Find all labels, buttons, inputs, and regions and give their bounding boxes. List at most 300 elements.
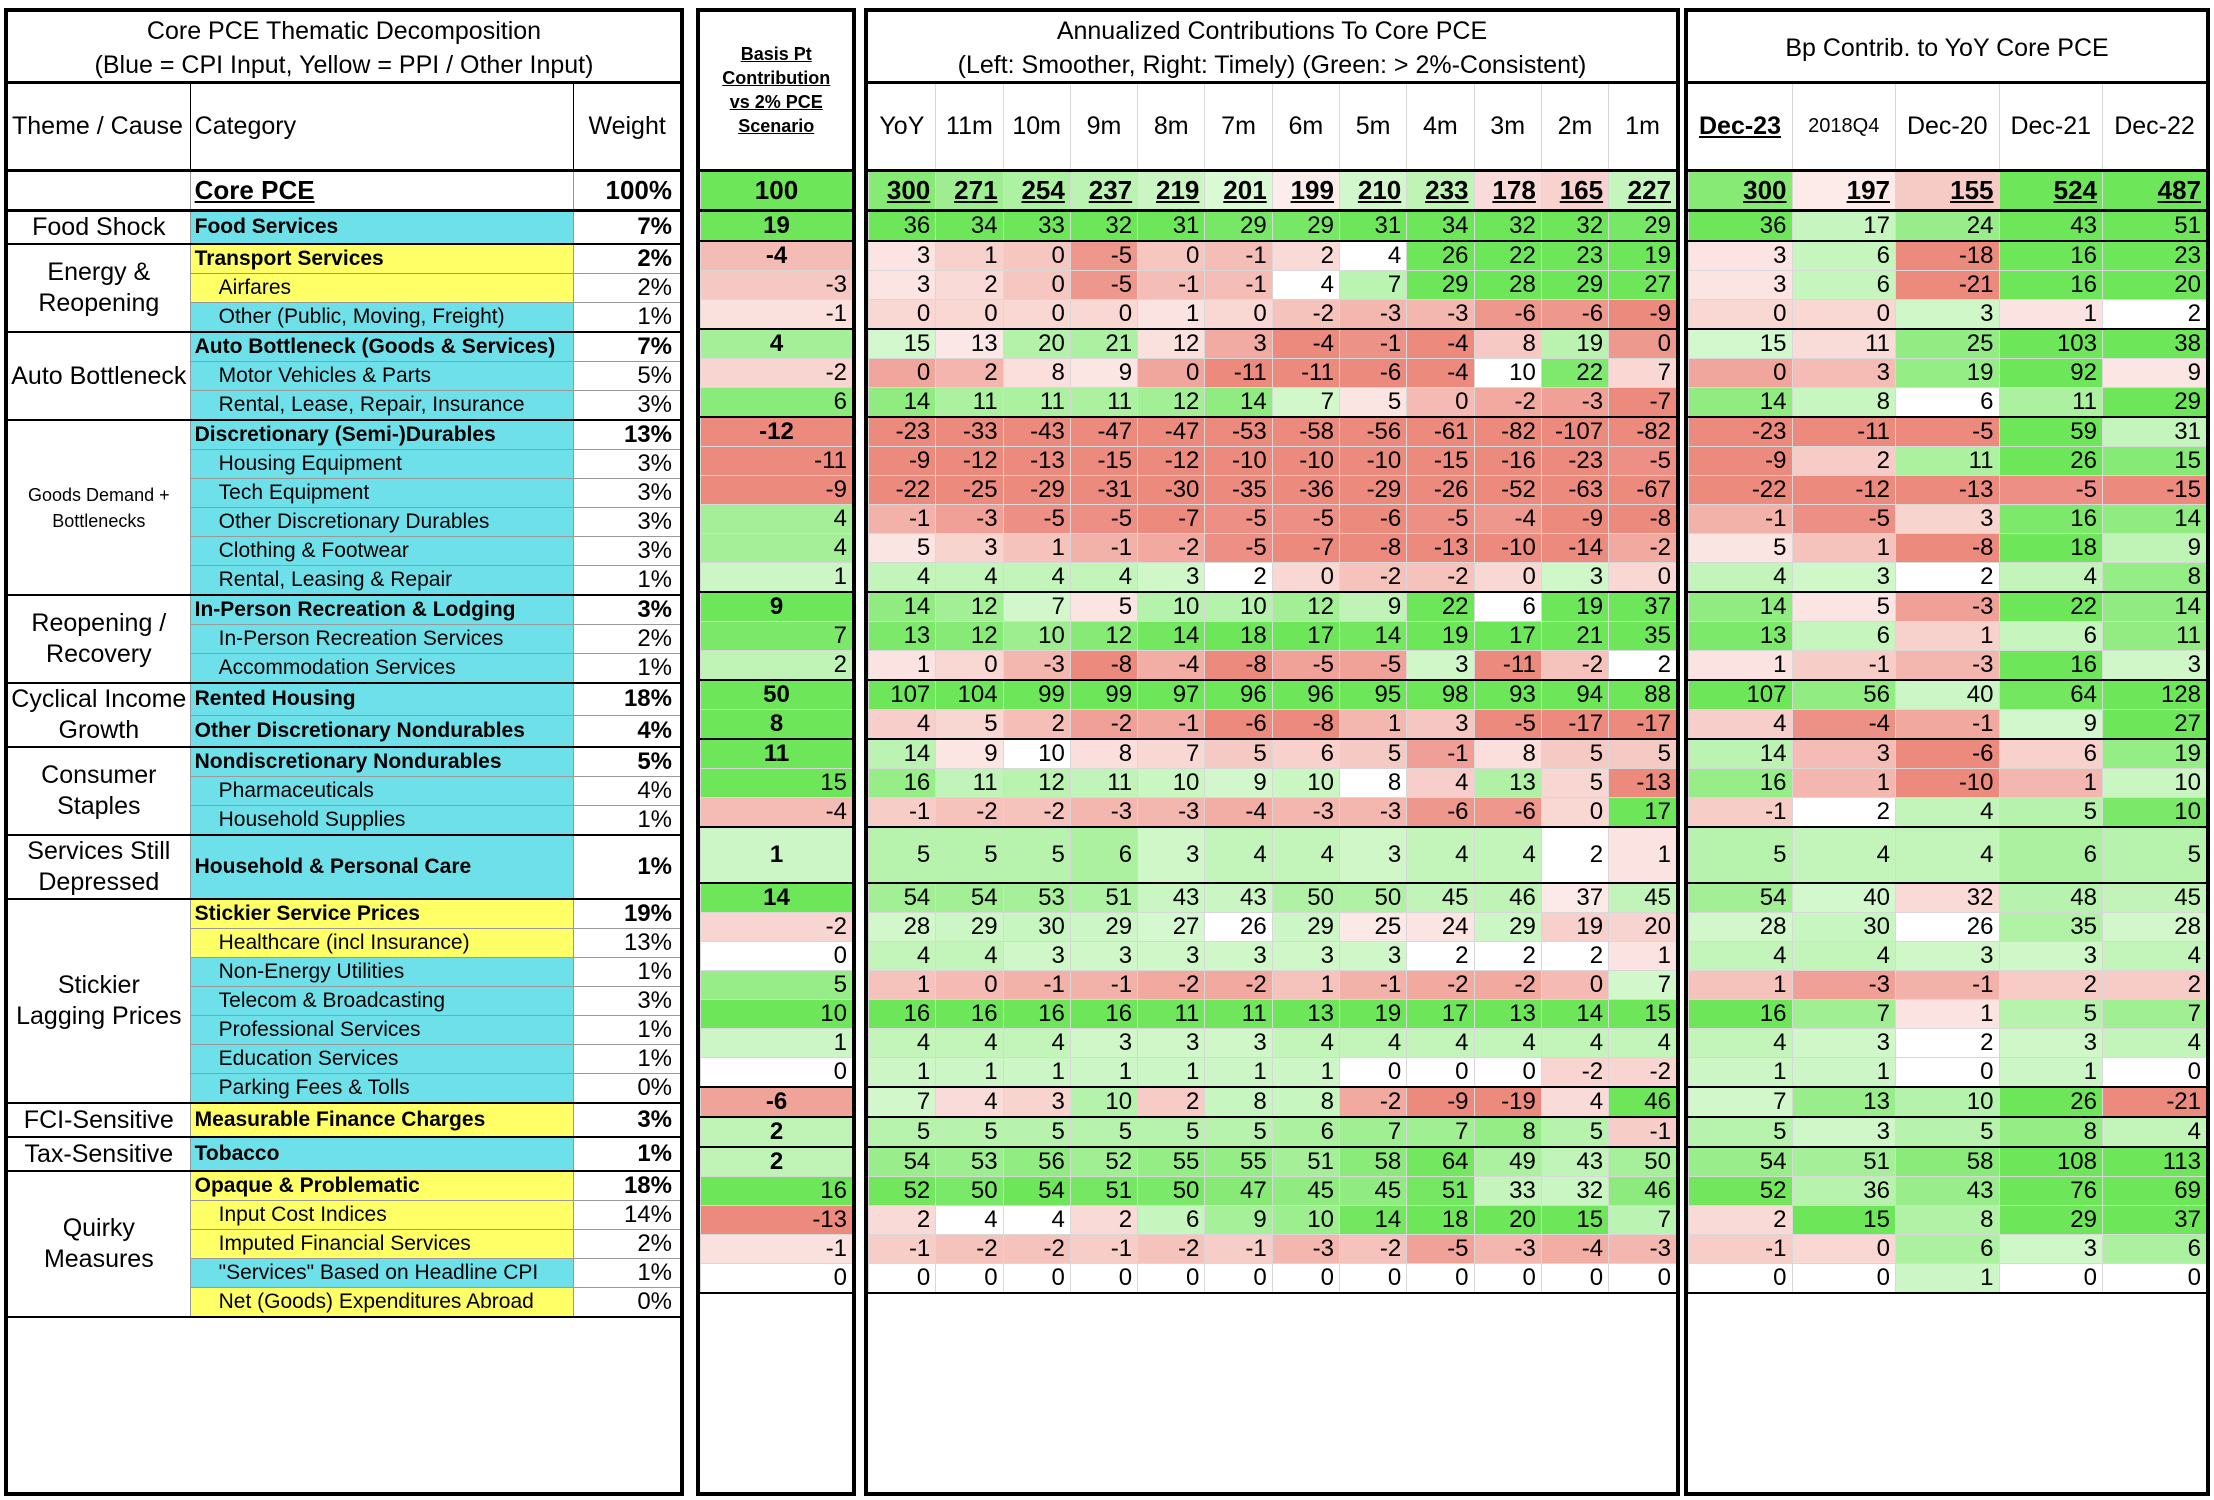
ann-cell: 3: [1003, 1087, 1070, 1117]
ann-cell: 14: [869, 739, 936, 769]
ann-cell: 12: [936, 621, 1003, 650]
ann-cell: -2: [1407, 562, 1474, 592]
yoy-cell: 1: [1689, 1057, 1793, 1087]
yoy-cell: 155: [1896, 170, 2000, 210]
yoy-cell: 6: [1896, 387, 2000, 417]
ann-cell: 0: [1407, 387, 1474, 417]
table-row: [1689, 270, 2207, 299]
ann-cell: 5: [1003, 827, 1070, 883]
yoy-cell: 2: [1689, 1205, 1793, 1234]
yoy-cell: 0: [1896, 1057, 2000, 1087]
core-pce-row: [869, 170, 1677, 210]
ann-cell: -16: [1474, 446, 1541, 475]
ann-cell: 201: [1205, 170, 1272, 210]
yoy-cell: 7: [1792, 999, 1896, 1028]
table-row: [869, 739, 1677, 769]
bp-header-line: vs 2% PCE: [729, 92, 823, 113]
ann-cell: 51: [1070, 883, 1137, 913]
ann-cell: 2: [1541, 941, 1608, 970]
ann-cell: -5: [1070, 504, 1137, 533]
yoy-cell: 14: [1689, 739, 1793, 769]
weight-cell: 7%: [574, 332, 680, 362]
ann-cell: -3: [936, 504, 1003, 533]
ann-cell: 29: [936, 912, 1003, 941]
ann-cell: 1: [1609, 941, 1676, 970]
table-row: [8, 332, 680, 362]
table-row: [1689, 1028, 2207, 1057]
ann-cell: -1: [1339, 329, 1406, 359]
ann-cell: 20: [1474, 1205, 1541, 1234]
ann-cell: 17: [1272, 621, 1339, 650]
ann-cell: -47: [1138, 417, 1205, 447]
ann-cell: 7: [1407, 1117, 1474, 1147]
ann-cell: 12: [1138, 387, 1205, 417]
ann-cell: -61: [1407, 417, 1474, 447]
table-row: [869, 1263, 1677, 1293]
category-cell: In-Person Recreation Services: [190, 625, 574, 654]
table-row: [1689, 912, 2207, 941]
ann-cell: 7: [1138, 739, 1205, 769]
bp-cell: 0: [701, 941, 853, 970]
ann-cell: 10: [1205, 592, 1272, 622]
yoy-cell: 22: [1999, 592, 2103, 622]
col-header-7m: 7m: [1205, 84, 1272, 170]
header-row: [869, 84, 1677, 170]
ann-cell: -15: [1070, 446, 1137, 475]
ann-cell: -2: [1609, 1057, 1676, 1087]
table-row: [701, 739, 853, 769]
ann-cell: 4: [869, 709, 936, 739]
bp-cell: -4: [701, 797, 853, 827]
ann-cell: -30: [1138, 475, 1205, 504]
yoy-cell: -21: [1896, 270, 2000, 299]
ann-cell: -5: [1205, 533, 1272, 562]
table-row: [1689, 827, 2207, 883]
ann-cell: 0: [1541, 970, 1608, 999]
table-row: [869, 358, 1677, 387]
table-row: [701, 387, 853, 417]
table-row: [1689, 1205, 2207, 1234]
ann-cell: 55: [1205, 1147, 1272, 1177]
yoy-table: [1688, 84, 2206, 1294]
yoy-title: Bp Contrib. to YoY Core PCE: [1688, 12, 2206, 84]
ann-cell: 3: [1205, 941, 1272, 970]
ann-cell: -1: [1138, 709, 1205, 739]
table-row: [869, 1147, 1677, 1177]
ann-cell: 6: [1272, 1117, 1339, 1147]
yoy-cell: 19: [1896, 358, 2000, 387]
yoy-cell: 16: [1689, 999, 1793, 1028]
yoy-cell: 16: [1999, 270, 2103, 299]
ann-cell: 1: [869, 1057, 936, 1087]
yoy-cell: 1: [1999, 1057, 2103, 1087]
table-row: [869, 533, 1677, 562]
ann-cell: -3: [1272, 1234, 1339, 1263]
ann-cell: 7: [1272, 387, 1339, 417]
theme-label: FCI-Sensitive: [8, 1103, 190, 1137]
ann-cell: 0: [1138, 241, 1205, 271]
ann-cell: 45: [1272, 1176, 1339, 1205]
yoy-cell: -3: [1896, 650, 2000, 680]
ann-cell: 56: [1003, 1147, 1070, 1177]
yoy-cell: -11: [1792, 417, 1896, 447]
weight-cell: 19%: [574, 899, 680, 929]
core-pce-row: [1689, 170, 2207, 210]
annualized-panel: [864, 8, 1680, 1496]
ann-cell: 94: [1541, 680, 1608, 710]
table-row: [8, 1171, 680, 1201]
yoy-cell: 1: [1896, 621, 2000, 650]
table-row: [701, 533, 853, 562]
ann-cell: 219: [1138, 170, 1205, 210]
ann-cell: -2: [1474, 970, 1541, 999]
ann-cell: 11: [1205, 999, 1272, 1028]
table-row: [869, 417, 1677, 447]
weight-cell: 18%: [574, 683, 680, 715]
ann-cell: -7: [1609, 387, 1676, 417]
weight-cell: 18%: [574, 1171, 680, 1201]
ann-cell: 0: [936, 970, 1003, 999]
ann-cell: 199: [1272, 170, 1339, 210]
ann-cell: 22: [1407, 592, 1474, 622]
ann-cell: 3: [1541, 562, 1608, 592]
yoy-cell: 197: [1792, 170, 1896, 210]
yoy-cell: 48: [1999, 883, 2103, 913]
ann-cell: 3: [869, 241, 936, 271]
bp-cell: -3: [701, 270, 853, 299]
ann-cell: -8: [1339, 533, 1406, 562]
ann-cell: 4: [1003, 1028, 1070, 1057]
ann-cell: 16: [936, 999, 1003, 1028]
ann-cell: 5: [1541, 768, 1608, 797]
bp-cell: 2: [701, 1147, 853, 1177]
yoy-cell: 1: [1792, 533, 1896, 562]
ann-cell: 1: [1070, 1057, 1137, 1087]
ann-cell: 14: [1541, 999, 1608, 1028]
category-cell: Rental, Lease, Repair, Insurance: [190, 391, 574, 421]
ann-cell: -6: [1205, 709, 1272, 739]
ann-cell: 45: [1609, 883, 1676, 913]
table-row: [869, 562, 1677, 592]
ann-cell: -2: [1070, 709, 1137, 739]
yoy-cell: 14: [1689, 592, 1793, 622]
category-cell: "Services" Based on Headline CPI: [190, 1259, 574, 1288]
table-row: [701, 299, 853, 329]
yoy-cell: -1: [1689, 797, 1793, 827]
yoy-cell: 1: [1792, 1057, 1896, 1087]
ann-cell: -25: [936, 475, 1003, 504]
ann-cell: 9: [1205, 768, 1272, 797]
ann-cell: 29: [1070, 912, 1137, 941]
bp-cell: 0: [701, 1057, 853, 1087]
yoy-cell: 3: [1792, 1117, 1896, 1147]
ann-cell: 4: [1070, 562, 1137, 592]
ann-cell: 7: [1339, 1117, 1406, 1147]
weight-cell: 3%: [574, 537, 680, 566]
yoy-cell: -5: [1792, 504, 1896, 533]
bp-cell: 9: [701, 592, 853, 622]
ann-cell: 2: [936, 358, 1003, 387]
ann-cell: 26: [1407, 241, 1474, 271]
bp-cell: 0: [701, 1263, 853, 1293]
header-row: [701, 12, 853, 170]
yoy-cell: 51: [2103, 210, 2207, 241]
category-cell: Tech Equipment: [190, 479, 574, 508]
yoy-cell: 29: [1999, 1205, 2103, 1234]
yoy-cell: 32: [1896, 883, 2000, 913]
ann-cell: 0: [1541, 797, 1608, 827]
table-row: [701, 562, 853, 592]
ann-cell: 0: [1070, 299, 1137, 329]
ann-cell: 54: [869, 883, 936, 913]
yoy-cell: 524: [1999, 170, 2103, 210]
theme-cell: [8, 170, 190, 210]
ann-cell: -5: [1205, 504, 1272, 533]
weight-cell: 1%: [574, 1259, 680, 1288]
table-row: [869, 1087, 1677, 1117]
ann-cell: -3: [1407, 299, 1474, 329]
yoy-cell: 4: [2103, 1117, 2207, 1147]
category-cell: Pharmaceuticals: [190, 777, 574, 806]
ann-cell: 8: [1474, 739, 1541, 769]
ann-cell: -8: [1205, 650, 1272, 680]
ann-cell: 3: [1138, 562, 1205, 592]
ann-cell: 5: [1138, 1117, 1205, 1147]
ann-cell: 1: [869, 650, 936, 680]
ann-cell: 28: [1474, 270, 1541, 299]
ann-cell: 8: [1272, 1087, 1339, 1117]
yoy-cell: 40: [1792, 883, 1896, 913]
ann-cell: 29: [1407, 270, 1474, 299]
ann-cell: 32: [1541, 210, 1608, 241]
ann-cell: 4: [1339, 1028, 1406, 1057]
ann-cell: -4: [1474, 504, 1541, 533]
table-row: [701, 446, 853, 475]
yoy-cell: 18: [1999, 533, 2103, 562]
core-pce-row: [8, 170, 680, 210]
table-row: [701, 504, 853, 533]
category-cell: Education Services: [190, 1045, 574, 1074]
ann-cell: 97: [1138, 680, 1205, 710]
table-row: [869, 1176, 1677, 1205]
ann-cell: 10: [1474, 358, 1541, 387]
ann-cell: -3: [1339, 797, 1406, 827]
ann-cell: -4: [1407, 329, 1474, 359]
ann-cell: 50: [1609, 1147, 1676, 1177]
ann-cell: 64: [1407, 1147, 1474, 1177]
ann-cell: -13: [1407, 533, 1474, 562]
weight-cell: 4%: [574, 777, 680, 806]
weight-cell: 5%: [574, 362, 680, 391]
table-row: [869, 650, 1677, 680]
header-row: [8, 84, 680, 170]
ann-cell: -17: [1541, 709, 1608, 739]
yoy-cell: 26: [1896, 912, 2000, 941]
yoy-cell: -12: [1792, 475, 1896, 504]
ann-cell: 0: [1138, 1263, 1205, 1293]
yoy-cell: 6: [1896, 1234, 2000, 1263]
ann-cell: 1: [1003, 1057, 1070, 1087]
weight-cell: 3%: [574, 595, 680, 625]
yoy-cell: 9: [2103, 533, 2207, 562]
ann-cell: -67: [1609, 475, 1676, 504]
table-row: [1689, 680, 2207, 710]
bp-cell: 4: [701, 533, 853, 562]
ann-cell: 0: [1138, 358, 1205, 387]
ann-cell: 1: [1003, 533, 1070, 562]
table-row: [1689, 446, 2207, 475]
ann-cell: 237: [1070, 170, 1137, 210]
ann-cell: 20: [1003, 329, 1070, 359]
yoy-cell: 2: [2103, 299, 2207, 329]
ann-cell: 4: [1609, 1028, 1676, 1057]
ann-cell: 10: [1070, 1087, 1137, 1117]
yoy-cell: 3: [2103, 650, 2207, 680]
ann-cell: 0: [869, 1263, 936, 1293]
theme-label: Goods Demand + Bottlenecks: [8, 420, 190, 595]
table-row: [8, 899, 680, 929]
table-row: [701, 883, 853, 913]
ann-cell: 26: [1205, 912, 1272, 941]
weight-cell: 1%: [574, 1016, 680, 1045]
ann-cell: 13: [1474, 999, 1541, 1028]
yoy-cell: 13: [1792, 1087, 1896, 1117]
ann-cell: 3: [1407, 650, 1474, 680]
ann-cell: -2: [1541, 650, 1608, 680]
yoy-cell: -15: [2103, 475, 2207, 504]
weight-cell: 2%: [574, 244, 680, 274]
yoy-cell: 4: [1792, 941, 1896, 970]
category-cell: Household & Personal Care: [190, 835, 574, 899]
ann-cell: -53: [1205, 417, 1272, 447]
category-cell: Measurable Finance Charges: [190, 1103, 574, 1137]
category-cell: Clothing & Footwear: [190, 537, 574, 566]
ann-cell: -1: [1070, 970, 1137, 999]
yoy-cell: 29: [2103, 387, 2207, 417]
ann-cell: 16: [1070, 999, 1137, 1028]
bp-header: [701, 12, 853, 170]
table-row: [869, 709, 1677, 739]
table-row: [701, 417, 853, 447]
ann-cell: 53: [1003, 883, 1070, 913]
weight-cell: 1%: [574, 1137, 680, 1171]
yoy-cell: 2: [1999, 970, 2103, 999]
ann-cell: 13: [936, 329, 1003, 359]
theme-label: Food Shock: [8, 210, 190, 244]
ann-cell: -3: [1003, 650, 1070, 680]
yoy-cell: 1: [1689, 970, 1793, 999]
yoy-cell: -1: [1689, 504, 1793, 533]
category-cell: Transport Services: [190, 244, 574, 274]
yoy-cell: 14: [2103, 504, 2207, 533]
yoy-cell: -1: [1896, 709, 2000, 739]
table-row: [869, 797, 1677, 827]
ann-cell: 54: [869, 1147, 936, 1177]
ann-cell: -1: [1339, 970, 1406, 999]
yoy-cell: 4: [1689, 709, 1793, 739]
ann-cell: 43: [1541, 1147, 1608, 1177]
ann-cell: 14: [1339, 1205, 1406, 1234]
ann-cell: 96: [1205, 680, 1272, 710]
yoy-cell: -13: [1896, 475, 2000, 504]
ann-cell: 99: [1070, 680, 1137, 710]
yoy-cell: 3: [1792, 739, 1896, 769]
ann-cell: -4: [1272, 329, 1339, 359]
weight-cell: 3%: [574, 508, 680, 537]
ann-cell: 3: [1138, 827, 1205, 883]
yoy-cell: 25: [1896, 329, 2000, 359]
weight-cell: 0%: [574, 1074, 680, 1104]
ann-cell: 0: [869, 299, 936, 329]
category-cell: Rental, Leasing & Repair: [190, 566, 574, 596]
ann-cell: 5: [1205, 739, 1272, 769]
ann-cell: 6: [1474, 592, 1541, 622]
table-row: [701, 1234, 853, 1263]
ann-cell: 14: [1205, 387, 1272, 417]
yoy-cell: 128: [2103, 680, 2207, 710]
ann-cell: -5: [1272, 650, 1339, 680]
ann-cell: 19: [1541, 912, 1608, 941]
yoy-cell: 51: [1792, 1147, 1896, 1177]
yoy-cell: 108: [1999, 1147, 2103, 1177]
ann-cell: -56: [1339, 417, 1406, 447]
ann-cell: -11: [1272, 358, 1339, 387]
ann-cell: 0: [1474, 1263, 1541, 1293]
weight-cell: 1%: [574, 654, 680, 684]
yoy-cell: 0: [1689, 358, 1793, 387]
bp-cell: 14: [701, 883, 853, 913]
table-row: [1689, 709, 2207, 739]
category-cell: Auto Bottleneck (Goods & Services): [190, 332, 574, 362]
yoy-cell: 1: [1999, 768, 2103, 797]
table-row: [1689, 1117, 2207, 1147]
ann-cell: 46: [1609, 1176, 1676, 1205]
yoy-cell: 10: [2103, 797, 2207, 827]
table-row: [1689, 358, 2207, 387]
yoy-cell: 0: [1999, 1263, 2103, 1293]
bp-header-line: Contribution: [722, 68, 831, 89]
ann-cell: 5: [869, 1117, 936, 1147]
table-row: [1689, 210, 2207, 241]
ann-cell: 0: [1609, 329, 1676, 359]
weight-cell: 1%: [574, 1045, 680, 1074]
ann-cell: 0: [1272, 562, 1339, 592]
weight-cell: 7%: [574, 210, 680, 244]
ann-cell: 7: [1003, 592, 1070, 622]
category-cell: In-Person Recreation & Lodging: [190, 595, 574, 625]
ann-cell: -3: [1272, 797, 1339, 827]
yoy-cell: 56: [1792, 680, 1896, 710]
yoy-cell: 59: [1999, 417, 2103, 447]
ann-cell: -5: [1407, 504, 1474, 533]
table-row: [701, 827, 853, 883]
table-row: [1689, 621, 2207, 650]
yoy-cell: 43: [1896, 1176, 2000, 1205]
ann-cell: -13: [1609, 768, 1676, 797]
yoy-cell: 10: [2103, 768, 2207, 797]
ann-cell: 1: [1138, 1057, 1205, 1087]
ann-cell: 2: [1138, 1087, 1205, 1117]
yoy-cell: 16: [1689, 768, 1793, 797]
ann-cell: 34: [936, 210, 1003, 241]
theme-label: Energy & Reopening: [8, 244, 190, 332]
ann-cell: 5: [1070, 1117, 1137, 1147]
yoy-cell: 4: [1689, 1028, 1793, 1057]
category-cell: Food Services: [190, 210, 574, 244]
yoy-cell: 300: [1689, 170, 1793, 210]
category-core-pce: Core PCE: [190, 170, 574, 210]
ann-cell: -2: [1138, 1234, 1205, 1263]
